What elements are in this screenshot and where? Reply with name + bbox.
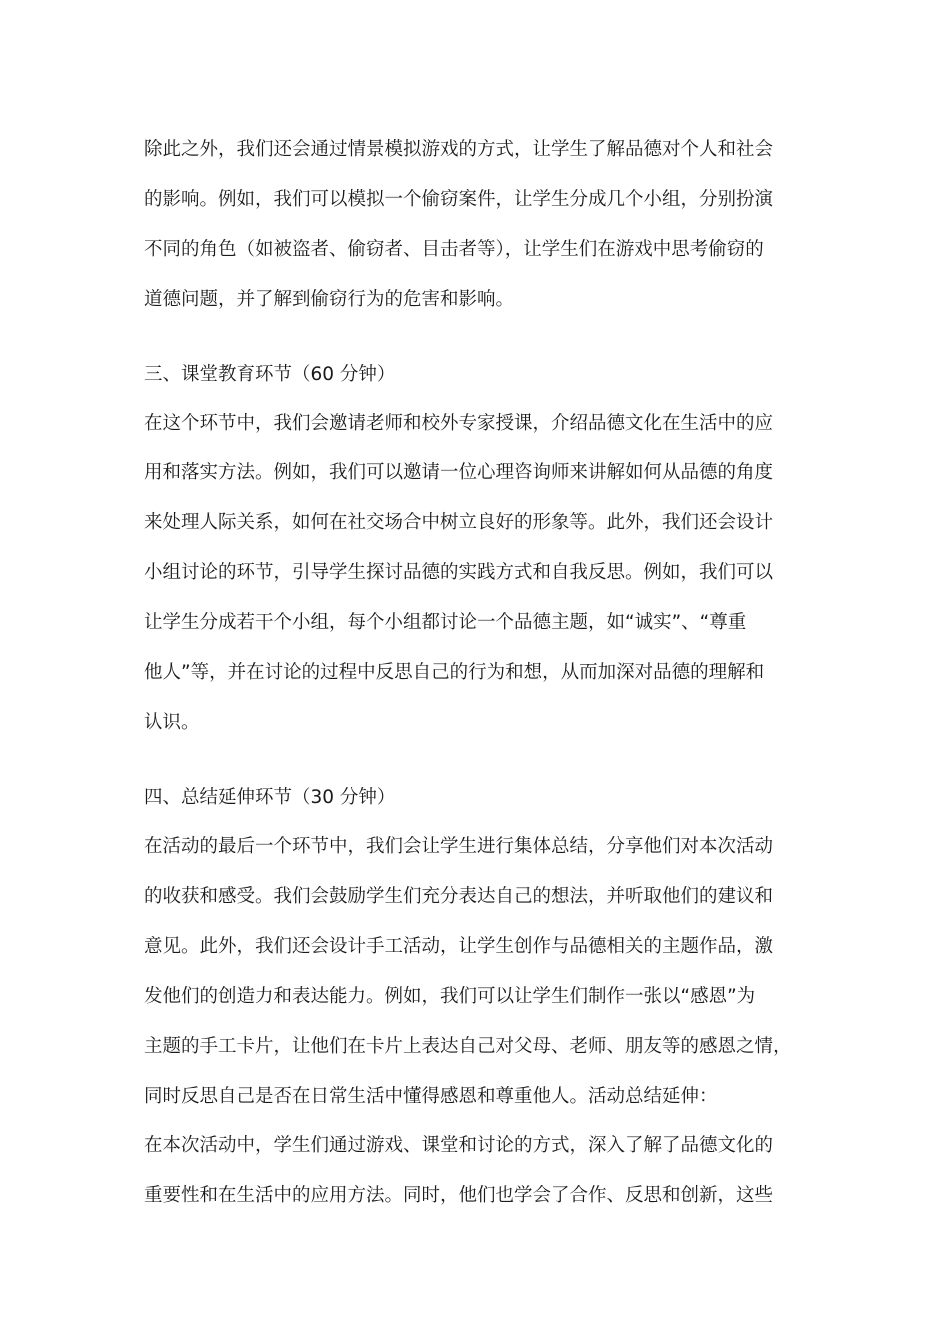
paragraph-line: 在这个环节中，我们会邀请老师和校外专家授课，介绍品德文化在生活中的应 [144,413,774,434]
paragraph-line: 发他们的创造力和表达能力。例如，我们可以让学生们制作一张以“感恩”为 [144,986,756,1007]
paragraph-line: 重要性和在生活中的应用方法。同时，他们也学会了合作、反思和创新，这些 [144,1185,774,1206]
section-heading: 三、课堂教育环节（60 分钟） [144,364,396,385]
paragraph-line: 用和落实方法。例如，我们可以邀请一位心理咨询师来讲解如何从品德的角度 [144,462,774,483]
paragraph-line: 的影响。例如，我们可以模拟一个偷窃案件，让学生分成几个小组，分别扮演 [144,189,774,210]
paragraph-line: 在本次活动中，学生们通过游戏、课堂和讨论的方式，深入了解了品德文化的 [144,1135,774,1156]
paragraph-line: 来处理人际关系，如何在社交场合中树立良好的形象等。此外，我们还会设计 [144,512,774,533]
paragraph-line: 让学生分成若干个小组，每个小组都讨论一个品德主题，如“诚实”、“尊重 [144,612,747,633]
paragraph-line: 他人”等，并在讨论的过程中反思自己的行为和想，从而加深对品德的理解和 [144,662,765,683]
paragraph-line: 的收获和感受。我们会鼓励学生们充分表达自己的想法，并听取他们的建议和 [144,886,774,907]
paragraph-line: 认识。 [144,712,200,733]
paragraph-line: 意见。此外，我们还会设计手工活动，让学生创作与品德相关的主题作品，激 [144,936,774,957]
paragraph-line: 道德问题，并了解到偷窃行为的危害和影响。 [144,289,515,310]
paragraph-line: 主题的手工卡片，让他们在卡片上表达自己对父母、老师、朋友等的感恩之情， [144,1036,792,1057]
paragraph-line: 同时反思自己是否在日常生活中懂得感恩和尊重他人。活动总结延伸： [144,1086,718,1107]
section-heading: 四、总结延伸环节（30 分钟） [144,787,396,808]
paragraph-line: 小组讨论的环节，引导学生探讨品德的实践方式和自我反思。例如，我们可以 [144,562,774,583]
paragraph-line: 在活动的最后一个环节中，我们会让学生进行集体总结，分享他们对本次活动 [144,836,774,857]
paragraph-line: 不同的角色（如被盗者、偷窃者、目击者等），让学生们在游戏中思考偷窃的 [144,239,764,260]
paragraph-line: 除此之外，我们还会通过情景模拟游戏的方式，让学生了解品德对个人和社会 [144,139,774,160]
